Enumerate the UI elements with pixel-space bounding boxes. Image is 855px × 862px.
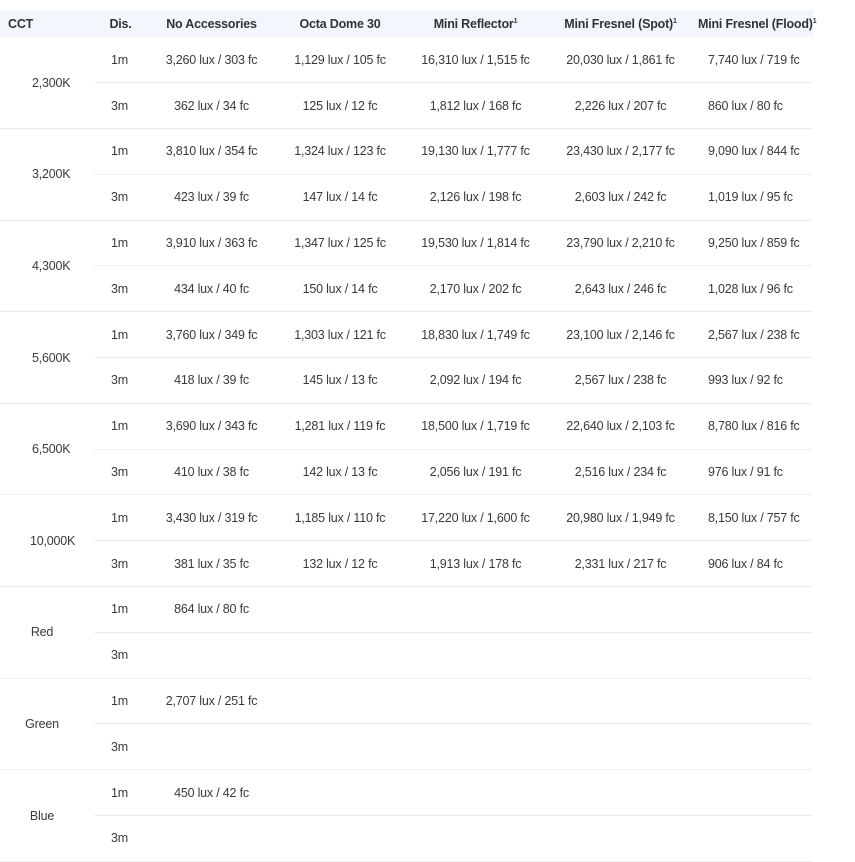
cct-label: 5,600K [0, 312, 94, 404]
cell-mini-reflector [404, 678, 547, 724]
cell-mini-fresnel-flood: 9,090 lux / 844 fc [694, 129, 813, 175]
distance-cell: 1m [94, 403, 147, 449]
distance-cell: 3m [94, 816, 147, 862]
cell-mini-fresnel-spot: 2,226 lux / 207 fc [547, 83, 694, 129]
cell-mini-fresnel-flood [694, 770, 813, 816]
distance-cell: 1m [94, 770, 147, 816]
cct-label: 2,300K [0, 37, 94, 129]
photometric-table-container [0, 10, 855, 859]
cell-octa-dome: 150 lux / 14 fc [276, 266, 404, 312]
cell-mini-fresnel-spot [547, 632, 694, 678]
cell-octa-dome [276, 724, 404, 770]
cell-octa-dome: 147 lux / 14 fc [276, 174, 404, 220]
distance-cell: 1m [94, 678, 147, 724]
cell-no-accessories: 381 lux / 35 fc [147, 541, 276, 587]
cell-mini-reflector: 2,092 lux / 194 fc [404, 358, 547, 404]
table-row [0, 174, 813, 220]
table-row [0, 724, 813, 770]
cell-mini-fresnel-spot [547, 678, 694, 724]
table-row [0, 770, 813, 816]
distance-cell: 3m [94, 724, 147, 770]
cell-mini-reflector: 18,500 lux / 1,719 fc [404, 403, 547, 449]
cell-no-accessories: 3,430 lux / 319 fc [147, 495, 276, 541]
distance-cell: 1m [94, 587, 147, 633]
cell-mini-fresnel-spot: 23,430 lux / 2,177 fc [547, 129, 694, 175]
cell-mini-fresnel-flood: 8,780 lux / 816 fc [694, 403, 813, 449]
cell-mini-reflector [404, 632, 547, 678]
table-row [0, 358, 813, 404]
cell-mini-reflector: 1,913 lux / 178 fc [404, 541, 547, 587]
cell-mini-reflector: 17,220 lux / 1,600 fc [404, 495, 547, 541]
cct-label: Blue [0, 770, 94, 862]
cell-mini-reflector: 2,126 lux / 198 fc [404, 174, 547, 220]
cell-mini-fresnel-flood: 1,028 lux / 96 fc [694, 266, 813, 312]
cell-mini-fresnel-flood: 860 lux / 80 fc [694, 83, 813, 129]
cell-mini-fresnel-spot: 22,640 lux / 2,103 fc [547, 403, 694, 449]
cell-octa-dome: 1,281 lux / 119 fc [276, 403, 404, 449]
cell-no-accessories: 864 lux / 80 fc [147, 587, 276, 633]
cell-mini-reflector: 19,130 lux / 1,777 fc [404, 129, 547, 175]
cell-octa-dome [276, 770, 404, 816]
cct-label: 3,200K [0, 129, 94, 221]
cell-mini-fresnel-flood [694, 724, 813, 770]
cell-no-accessories [147, 632, 276, 678]
distance-cell: 3m [94, 358, 147, 404]
distance-cell: 1m [94, 495, 147, 541]
table-row [0, 587, 813, 633]
cell-mini-fresnel-flood: 7,740 lux / 719 fc [694, 37, 813, 83]
table-row [0, 129, 813, 175]
cell-no-accessories: 2,707 lux / 251 fc [147, 678, 276, 724]
cell-mini-fresnel-spot [547, 587, 694, 633]
cell-mini-fresnel-flood [694, 632, 813, 678]
cell-octa-dome: 1,347 lux / 125 fc [276, 220, 404, 266]
cell-no-accessories [147, 816, 276, 862]
cell-octa-dome: 142 lux / 13 fc [276, 449, 404, 495]
cell-mini-fresnel-flood [694, 816, 813, 862]
cell-mini-reflector: 1,812 lux / 168 fc [404, 83, 547, 129]
cct-label: 6,500K [0, 403, 94, 495]
cell-octa-dome [276, 632, 404, 678]
cell-mini-fresnel-spot: 2,516 lux / 234 fc [547, 449, 694, 495]
cell-mini-fresnel-flood: 976 lux / 91 fc [694, 449, 813, 495]
cell-mini-fresnel-spot: 20,030 lux / 1,861 fc [547, 37, 694, 83]
cell-octa-dome [276, 587, 404, 633]
header-mini-reflector [404, 10, 547, 37]
table-row [0, 495, 813, 541]
cell-octa-dome [276, 816, 404, 862]
cell-octa-dome [276, 678, 404, 724]
cell-mini-fresnel-flood [694, 587, 813, 633]
cell-no-accessories: 434 lux / 40 fc [147, 266, 276, 312]
cct-label: 4,300K [0, 220, 94, 312]
table-row [0, 403, 813, 449]
cell-no-accessories: 418 lux / 39 fc [147, 358, 276, 404]
cell-mini-fresnel-flood: 906 lux / 84 fc [694, 541, 813, 587]
footnote-marker: 1 [673, 17, 677, 25]
header-distance: Dis. [109, 16, 132, 31]
header-mini-fresnel-spot-label: Mini Fresnel (Spot) [564, 16, 673, 31]
distance-cell: 1m [94, 37, 147, 83]
photometric-table [0, 10, 817, 862]
cell-mini-reflector [404, 724, 547, 770]
table-row [0, 816, 813, 862]
cell-octa-dome: 1,129 lux / 105 fc [276, 37, 404, 83]
cell-mini-fresnel-flood [694, 678, 813, 724]
table-row [0, 312, 813, 358]
cell-octa-dome: 125 lux / 12 fc [276, 83, 404, 129]
distance-cell: 3m [94, 449, 147, 495]
footnote-marker: 1 [812, 17, 817, 25]
cell-mini-fresnel-flood: 1,019 lux / 95 fc [694, 174, 813, 220]
cell-mini-reflector: 19,530 lux / 1,814 fc [404, 220, 547, 266]
table-row [0, 632, 813, 678]
cell-mini-fresnel-spot [547, 816, 694, 862]
header-cct: CCT [8, 16, 34, 31]
cell-no-accessories: 3,760 lux / 349 fc [147, 312, 276, 358]
header-row [0, 10, 813, 37]
cell-mini-fresnel-spot: 2,331 lux / 217 fc [547, 541, 694, 587]
table-row [0, 220, 813, 266]
header-mini-reflector-label: Mini Reflector [433, 16, 514, 31]
cell-mini-fresnel-spot [547, 770, 694, 816]
header-mini-fresnel-flood [694, 10, 817, 37]
header-octa-dome: Octa Dome 30 [299, 16, 381, 31]
cell-no-accessories: 3,910 lux / 363 fc [147, 220, 276, 266]
header-mini-fresnel-flood-label: Mini Fresnel (Flood) [698, 16, 813, 31]
table-row [0, 37, 813, 83]
table-row [0, 678, 813, 724]
cell-mini-fresnel-spot: 23,100 lux / 2,146 fc [547, 312, 694, 358]
cell-mini-reflector [404, 770, 547, 816]
table-row [0, 83, 813, 129]
cell-mini-fresnel-spot: 2,603 lux / 242 fc [547, 174, 694, 220]
footnote-marker: 1 [513, 17, 518, 25]
distance-cell: 1m [94, 312, 147, 358]
cell-mini-fresnel-flood: 9,250 lux / 859 fc [694, 220, 813, 266]
cell-mini-fresnel-flood: 993 lux / 92 fc [694, 358, 813, 404]
header-no-accessories: No Accessories [166, 16, 257, 31]
distance-cell: 1m [94, 220, 147, 266]
cell-octa-dome: 132 lux / 12 fc [276, 541, 404, 587]
cell-mini-fresnel-flood: 2,567 lux / 238 fc [694, 312, 813, 358]
distance-cell: 3m [94, 541, 147, 587]
header-mini-fresnel-spot [547, 10, 694, 37]
cell-mini-fresnel-spot: 23,790 lux / 2,210 fc [547, 220, 694, 266]
cell-mini-fresnel-spot [547, 724, 694, 770]
distance-cell: 3m [94, 174, 147, 220]
cct-label: Red [0, 587, 94, 679]
cell-mini-fresnel-spot: 20,980 lux / 1,949 fc [547, 495, 694, 541]
table-row [0, 541, 813, 587]
cell-octa-dome: 1,324 lux / 123 fc [276, 129, 404, 175]
distance-cell: 3m [94, 632, 147, 678]
cell-mini-fresnel-spot: 2,643 lux / 246 fc [547, 266, 694, 312]
cell-mini-reflector [404, 816, 547, 862]
cell-no-accessories: 423 lux / 39 fc [147, 174, 276, 220]
distance-cell: 1m [94, 129, 147, 175]
distance-cell: 3m [94, 83, 147, 129]
cell-octa-dome: 1,303 lux / 121 fc [276, 312, 404, 358]
cell-octa-dome: 145 lux / 13 fc [276, 358, 404, 404]
cell-no-accessories: 450 lux / 42 fc [147, 770, 276, 816]
cell-mini-reflector: 2,056 lux / 191 fc [404, 449, 547, 495]
distance-cell: 3m [94, 266, 147, 312]
cell-mini-reflector: 2,170 lux / 202 fc [404, 266, 547, 312]
cell-mini-reflector: 18,830 lux / 1,749 fc [404, 312, 547, 358]
cell-mini-fresnel-flood: 8,150 lux / 757 fc [694, 495, 813, 541]
cell-no-accessories [147, 724, 276, 770]
cell-mini-reflector [404, 587, 547, 633]
cell-no-accessories: 3,260 lux / 303 fc [147, 37, 276, 83]
cell-mini-reflector: 16,310 lux / 1,515 fc [404, 37, 547, 83]
cell-no-accessories: 3,690 lux / 343 fc [147, 403, 276, 449]
table-row [0, 449, 813, 495]
cell-mini-fresnel-spot: 2,567 lux / 238 fc [547, 358, 694, 404]
cell-octa-dome: 1,185 lux / 110 fc [276, 495, 404, 541]
cell-no-accessories: 410 lux / 38 fc [147, 449, 276, 495]
cct-label: Green [0, 678, 94, 770]
cct-label: 10,000K [0, 495, 94, 587]
cell-no-accessories: 3,810 lux / 354 fc [147, 129, 276, 175]
cell-no-accessories: 362 lux / 34 fc [147, 83, 276, 129]
table-row [0, 266, 813, 312]
table-body [0, 37, 813, 861]
